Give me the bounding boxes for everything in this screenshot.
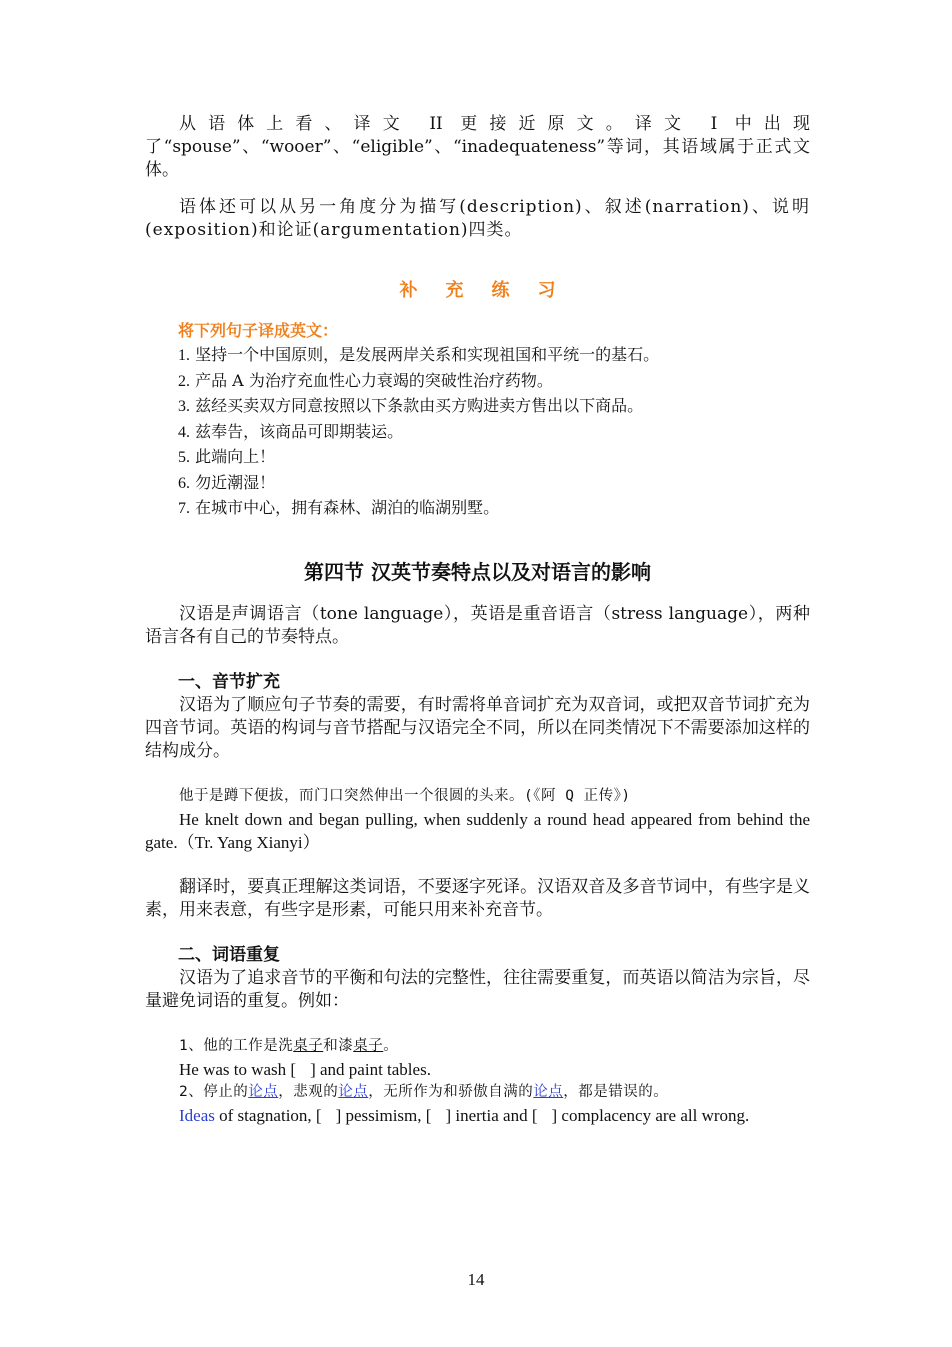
example1-en-text: ] and paint tables. [310,1059,431,1079]
subsection-body-syllable: 汉语为了顺应句子节奏的需要，有时需将单音词扩充为双音词，或把双音节词扩充为四音节词。英语的构词与音节搭配与汉语完全不同，所以在同类情况下不需要添加这样的结构成分。 [145,694,810,761]
exercise-item-text: 此端向上！ [195,447,276,466]
exercise-item-number: 2. [178,372,190,390]
exercise-item-number: 7. [178,500,190,517]
example2-cn-text: ，悲观的 [278,1083,339,1100]
exercise-item-number: 6. [178,474,190,492]
example1-en-text: He was to wash [ [179,1059,297,1079]
example1-cn-text: 。 [383,1037,399,1054]
exercise-item [145,394,810,420]
subsection-heading-syllable: 一、音节扩充 [178,671,280,692]
exercise-item-text: 在城市中心，拥有森林、湖泊的临湖别墅。 [195,498,500,517]
page-number: 14 [467,1270,485,1289]
exercise-item [145,420,810,446]
example1-chinese [145,1035,810,1058]
exercise-item-number: 4. [178,423,190,441]
section-title: 第四节 汉英节奏特点以及对语言的影响 [304,559,651,584]
example1-cn-text: 和漆 [323,1037,354,1054]
exercise-item-text: 勿近潮湿！ [195,472,276,492]
exercise-item-text: 兹经买卖双方同意按照以下条款由买方购进卖方售出以下商品。 [195,396,644,415]
exercise-item [145,343,810,369]
paragraph-register: 从语体上看、译文 II 更接近原文。译文 I 中出现了“spouse”、“wooer”、“eligible”、“inadequateness”等词，其语域属于正式文体。 [145,114,810,180]
example1-underlined-word: 桌子 [353,1037,384,1054]
example-chinese-ahq: 他于是蹲下便拔，而门口突然伸出一个很圆的头来。(《阿 Q 正传》) [179,787,631,804]
exercise-item [145,445,810,471]
paragraph-style-types: 语体还可以从另一角度分为描写(description)、叙述(narration)、说明(exposition)和论证(argumentation)四类。 [145,197,810,240]
example2-underlined-word: 论点 [338,1083,369,1100]
page-body [145,113,810,1127]
example2-underlined-word: 论点 [533,1083,564,1100]
example2-highlighted-word: Ideas [179,1105,215,1125]
exercise-item [145,496,810,522]
example2-en-text: of stagnation, [ [214,1105,322,1125]
exercise-list [145,343,810,522]
example2-cn-text: ，都是错误的。 [563,1083,669,1100]
exercise-item [145,369,810,395]
exercise-item-text: 产品 A 为治疗充血性心力衰竭的突破性治疗药物。 [195,370,553,390]
example2-en-text: ] inertia and [ [445,1105,538,1125]
example2-chinese [145,1081,810,1104]
example1-cn-text: 1、他的工作是洗 [179,1037,294,1054]
section-intro: 汉语是声调语言（tone language），英语是重音语言（stress language），两种语言各有自己的节奏特点。 [145,603,810,647]
example-english-ahq: He knelt down and began pulling, when suddenly a round head appeared from behind the gate.（Tr. Yang Xianyi） [145,809,810,852]
example2-en-text: ] complacency are all wrong. [551,1105,750,1125]
example1-english [145,1058,810,1081]
exercise-item-number: 1. [178,347,190,364]
exercise-heading: 将下列句子译成英文： [178,321,339,340]
translation-note: 翻译时，要真正理解这类词语，不要逐字死译。汉语双音及多音节词中，有些字是义素，用来表意，有些字是形素，可能只用来补充音节。 [145,876,810,920]
exercise-item-text: 兹奉告，该商品可即期装运。 [195,421,404,441]
example2-cn-text: ，无所作为和骄傲自满的 [368,1083,534,1100]
subsection-heading-repetition: 二、词语重复 [178,944,280,965]
example2-underlined-word: 论点 [248,1083,279,1100]
exercise-item [145,471,810,497]
subsection-body-repetition: 汉语为了追求音节的平衡和句法的完整性，往往需要重复，而英语以简洁为宗旨，尽量避免词语的重复。例如： [145,967,810,1011]
exercise-item-number: 3. [178,398,190,415]
example1-underlined-word: 桌子 [293,1037,324,1054]
exercise-item-number: 5. [178,449,190,466]
exercise-title: 补充练习 [399,280,584,301]
example2-english [145,1104,810,1127]
example2-cn-text: 2、停止的 [179,1083,249,1100]
example2-en-text: ] pessimism, [ [335,1105,432,1125]
exercise-item-text: 坚持一个中国原则，是发展两岸关系和实现祖国和平统一的基石。 [195,345,660,364]
